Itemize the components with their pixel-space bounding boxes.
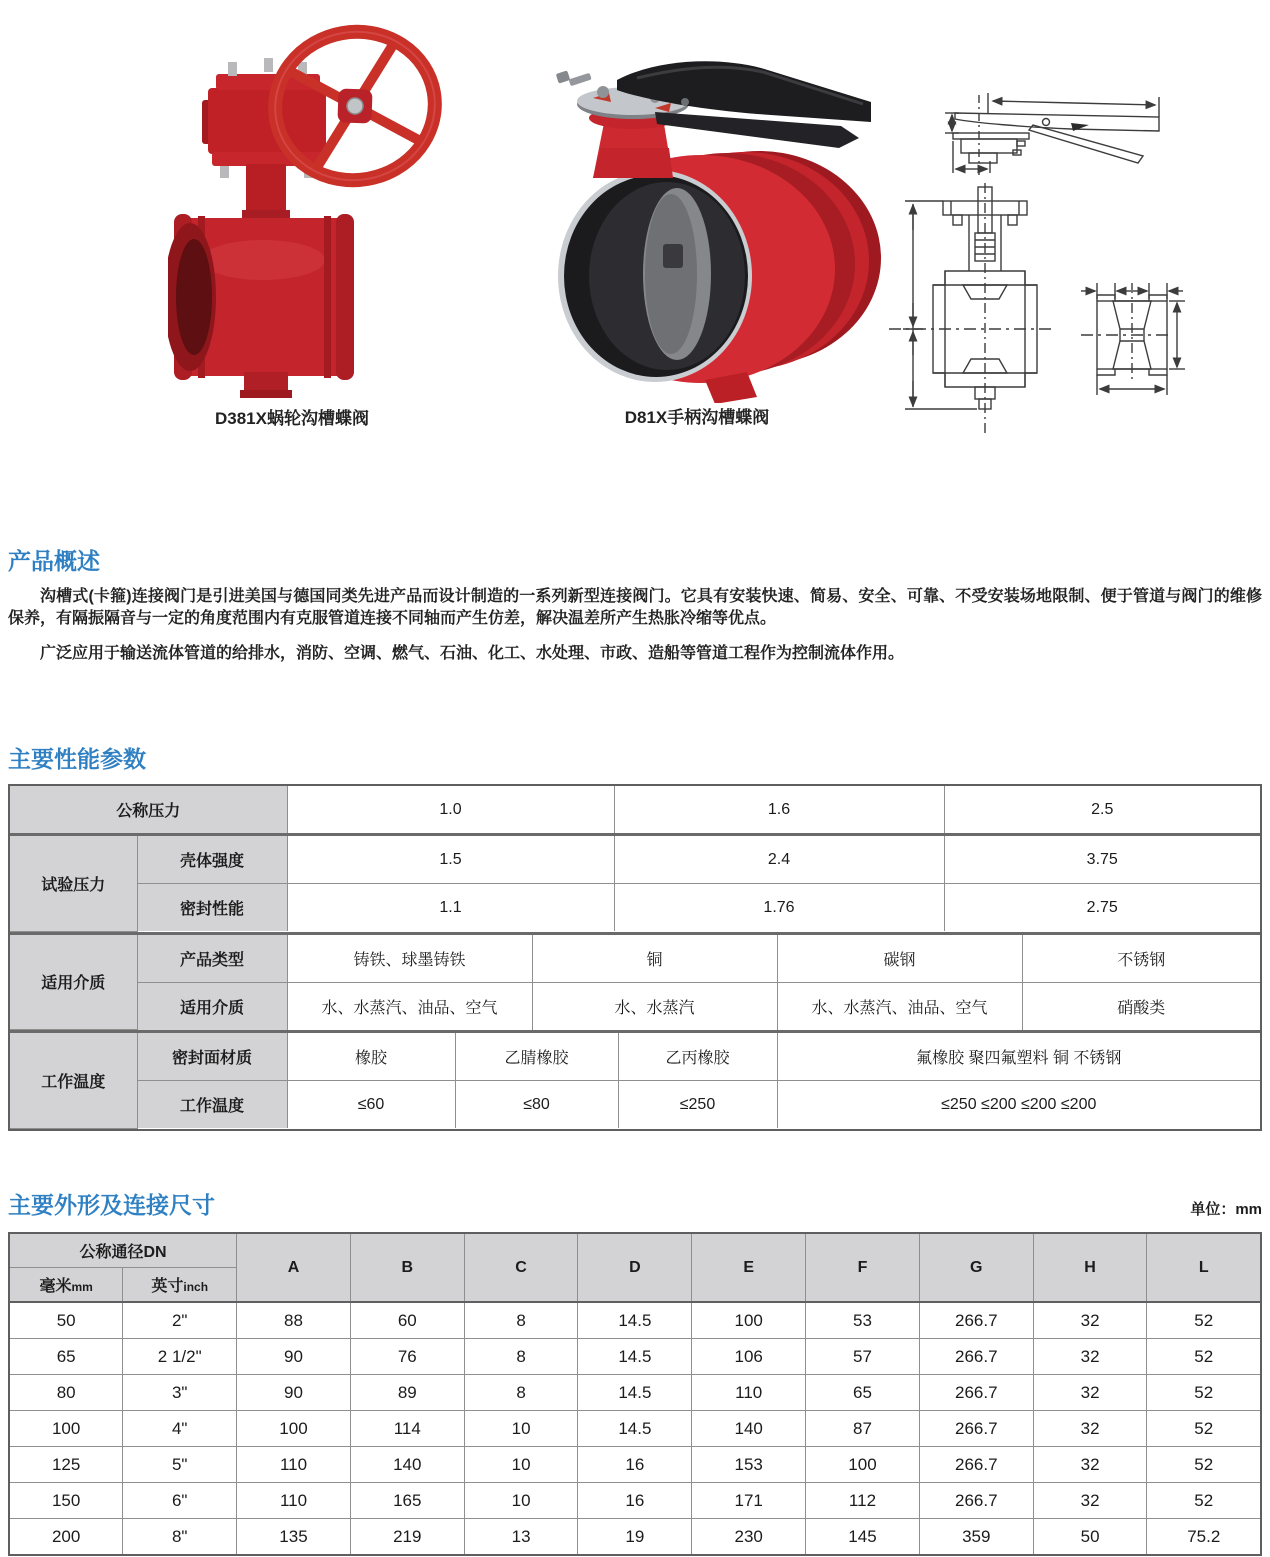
table-cell: 52 — [1147, 1302, 1261, 1339]
row-label: 公称压力 — [10, 786, 287, 833]
table-cell: 32 — [1033, 1302, 1147, 1339]
table-cell: 14.5 — [578, 1302, 692, 1339]
table-cell: 52 — [1147, 1375, 1261, 1411]
table-cell: 4" — [123, 1411, 237, 1447]
figure-lever-valve — [505, 28, 890, 427]
table-cell: 8 — [464, 1375, 578, 1411]
table-cell: 114 — [350, 1411, 464, 1447]
table-cell: 60 — [350, 1302, 464, 1339]
table-cell: 水、水蒸汽、油品、空气 — [287, 982, 532, 1030]
table-cell: 2.4 — [614, 835, 944, 884]
table-cell: 19 — [578, 1519, 692, 1556]
table-cell: 16 — [578, 1447, 692, 1483]
table-cell: 8 — [464, 1339, 578, 1375]
table-cell: 乙丙橡胶 — [618, 1032, 777, 1081]
table-cell: 52 — [1147, 1339, 1261, 1375]
table-cell: 铜 — [532, 933, 777, 982]
table-cell: 359 — [919, 1519, 1033, 1556]
table-cell: 2.75 — [944, 884, 1260, 932]
applicable-media-group — [10, 932, 1260, 1031]
table-cell: 230 — [692, 1519, 806, 1556]
table-row — [9, 1519, 1261, 1556]
table-cell: 80 — [9, 1375, 123, 1411]
table-cell: 3" — [123, 1375, 237, 1411]
table-cell: 2 1/2" — [123, 1339, 237, 1375]
unit-note: 单位：mm — [1190, 1201, 1262, 1218]
dimensions-heading: 主要外形及连接尺寸 — [8, 1192, 215, 1218]
dn-header: 公称通径DN — [9, 1233, 237, 1268]
overview-heading: 产品概述 — [8, 548, 100, 574]
table-cell: 52 — [1147, 1483, 1261, 1519]
table-cell: 100 — [9, 1411, 123, 1447]
column-header-G: G — [919, 1233, 1033, 1302]
row-label: 密封面材质 — [137, 1032, 287, 1081]
performance-table — [8, 784, 1262, 1131]
table-cell: 32 — [1033, 1375, 1147, 1411]
table-cell: 不锈钢 — [1022, 933, 1260, 982]
table-cell: 140 — [350, 1447, 464, 1483]
table-cell: 76 — [350, 1339, 464, 1375]
product-overview-section — [8, 546, 1262, 665]
table-cell: 14.5 — [578, 1375, 692, 1411]
figure-caption-lever-valve: D81X手柄沟槽蝶阀 — [624, 408, 770, 427]
table-cell: 87 — [806, 1411, 920, 1447]
table-cell: 16 — [578, 1483, 692, 1519]
table-row — [9, 1483, 1261, 1519]
table-cell: 52 — [1147, 1411, 1261, 1447]
table-cell: 135 — [237, 1519, 351, 1556]
table-cell: 110 — [692, 1375, 806, 1411]
table-cell: 65 — [9, 1339, 123, 1375]
table-cell: 110 — [237, 1447, 351, 1483]
row-label: 工作温度 — [137, 1081, 287, 1129]
table-cell: 水、水蒸汽 — [532, 982, 777, 1030]
table-cell: 1.1 — [287, 884, 614, 932]
overview-paragraph-1: 沟槽式(卡箍)连接阀门是引进美国与德国同类先进产品而设计制造的一系列新型连接阀门。它具有安装快速、简易、安全、可靠、不受安装场地限制、便于管道与阀门的维修保养，有隔振隔音与一定的角度范围内有克服管道连接不同轴而产生仿差，解决温差所产生热胀冷缩等优点。 — [8, 588, 1262, 627]
figure-technical-drawing — [875, 55, 1270, 435]
table-cell: 3.75 — [944, 835, 1260, 884]
group-label: 适用介质 — [10, 933, 137, 1030]
group-label: 工作温度 — [10, 1032, 137, 1129]
working-temperature-group — [10, 1030, 1260, 1129]
table-cell: 150 — [9, 1483, 123, 1519]
column-header-L: L — [1147, 1233, 1261, 1302]
table-cell: ≤60 — [287, 1081, 455, 1129]
table-cell: 266.7 — [919, 1447, 1033, 1483]
table-cell: 100 — [237, 1411, 351, 1447]
performance-section — [8, 744, 1262, 1131]
column-header-H: H — [1033, 1233, 1147, 1302]
table-cell: 50 — [9, 1302, 123, 1339]
table-cell: 10 — [464, 1411, 578, 1447]
gear-handwheel-valve-image — [168, 12, 468, 404]
table-cell: 1.5 — [287, 835, 614, 884]
table-cell: 6" — [123, 1483, 237, 1519]
table-cell: 75.2 — [1147, 1519, 1261, 1556]
column-header-B: B — [350, 1233, 464, 1302]
table-cell: 266.7 — [919, 1483, 1033, 1519]
table-cell: 52 — [1147, 1447, 1261, 1483]
lever-handle-valve-image — [505, 28, 890, 403]
table-cell: 89 — [350, 1375, 464, 1411]
table-cell: ≤250 — [618, 1081, 777, 1129]
row-label: 壳体强度 — [137, 835, 287, 884]
table-cell: 32 — [1033, 1483, 1147, 1519]
row-label: 产品类型 — [137, 933, 287, 982]
dimensions-section — [8, 1190, 1262, 1556]
table-cell: 2" — [123, 1302, 237, 1339]
table-cell: 1.0 — [287, 786, 614, 833]
table-cell: 110 — [237, 1483, 351, 1519]
table-cell: 水、水蒸汽、油品、空气 — [777, 982, 1022, 1030]
table-cell: 10 — [464, 1483, 578, 1519]
table-cell: 106 — [692, 1339, 806, 1375]
table-cell: 14.5 — [578, 1411, 692, 1447]
table-cell: 88 — [237, 1302, 351, 1339]
group-label: 试验压力 — [10, 835, 137, 932]
table-cell: 145 — [806, 1519, 920, 1556]
table-cell: 硝酸类 — [1022, 982, 1260, 1030]
table-cell: 13 — [464, 1519, 578, 1556]
table-cell: 橡胶 — [287, 1032, 455, 1081]
table-cell: 266.7 — [919, 1302, 1033, 1339]
subheader-inch: 英寸inch — [123, 1268, 237, 1303]
table-row — [9, 1447, 1261, 1483]
row-label: 适用介质 — [137, 982, 287, 1030]
column-header-A: A — [237, 1233, 351, 1302]
table-cell: 铸铁、球墨铸铁 — [287, 933, 532, 982]
table-cell: 5" — [123, 1447, 237, 1483]
table-cell: 266.7 — [919, 1411, 1033, 1447]
table-cell: 8 — [464, 1302, 578, 1339]
table-row — [9, 1411, 1261, 1447]
table-cell: 171 — [692, 1483, 806, 1519]
table-cell: 14.5 — [578, 1339, 692, 1375]
table-cell: 200 — [9, 1519, 123, 1556]
table-cell: 53 — [806, 1302, 920, 1339]
table-cell: 氟橡胶 聚四氟塑料 铜 不锈钢 — [777, 1032, 1260, 1081]
table-cell: 1.6 — [614, 786, 944, 833]
table-cell: 266.7 — [919, 1375, 1033, 1411]
table-row — [9, 1302, 1261, 1339]
table-cell: 125 — [9, 1447, 123, 1483]
table-cell: 50 — [1033, 1519, 1147, 1556]
table-row — [9, 1375, 1261, 1411]
performance-heading: 主要性能参数 — [8, 746, 146, 772]
table-row — [9, 1339, 1261, 1375]
row-label: 密封性能 — [137, 884, 287, 932]
table-cell: 2.5 — [944, 786, 1260, 833]
table-cell: 57 — [806, 1339, 920, 1375]
table-cell: 90 — [237, 1375, 351, 1411]
subheader-mm: 毫米mm — [9, 1268, 123, 1303]
table-cell: 165 — [350, 1483, 464, 1519]
figure-caption-gear-valve: D381X蜗轮沟槽蝶阀 — [215, 409, 369, 428]
table-cell: 碳钢 — [777, 933, 1022, 982]
table-cell: 8" — [123, 1519, 237, 1556]
column-header-F: F — [806, 1233, 920, 1302]
table-cell: 32 — [1033, 1411, 1147, 1447]
figure-gear-valve — [168, 12, 468, 428]
table-cell: ≤80 — [455, 1081, 618, 1129]
table-cell: 100 — [806, 1447, 920, 1483]
nominal-pressure-group — [10, 786, 1260, 833]
column-header-D: D — [578, 1233, 692, 1302]
dimensions-table — [8, 1232, 1262, 1556]
table-cell: 10 — [464, 1447, 578, 1483]
table-cell: 乙腈橡胶 — [455, 1032, 618, 1081]
table-cell: 153 — [692, 1447, 806, 1483]
table-cell: 219 — [350, 1519, 464, 1556]
table-cell: 100 — [692, 1302, 806, 1339]
table-cell: ≤250 ≤200 ≤200 ≤200 — [777, 1081, 1260, 1129]
column-header-C: C — [464, 1233, 578, 1302]
table-cell: 32 — [1033, 1339, 1147, 1375]
table-cell: 112 — [806, 1483, 920, 1519]
table-cell: 140 — [692, 1411, 806, 1447]
table-cell: 90 — [237, 1339, 351, 1375]
table-cell: 1.76 — [614, 884, 944, 932]
test-pressure-group — [10, 833, 1260, 932]
table-cell: 32 — [1033, 1447, 1147, 1483]
overview-paragraph-2: 广泛应用于输送流体管道的给排水，消防、空调、燃气、石油、化工、水处理、市政、造船等管道工程作为控制流体作用。 — [40, 645, 905, 662]
valve-dimension-drawing — [875, 55, 1270, 435]
column-header-E: E — [692, 1233, 806, 1302]
table-cell: 266.7 — [919, 1339, 1033, 1375]
table-cell: 65 — [806, 1375, 920, 1411]
